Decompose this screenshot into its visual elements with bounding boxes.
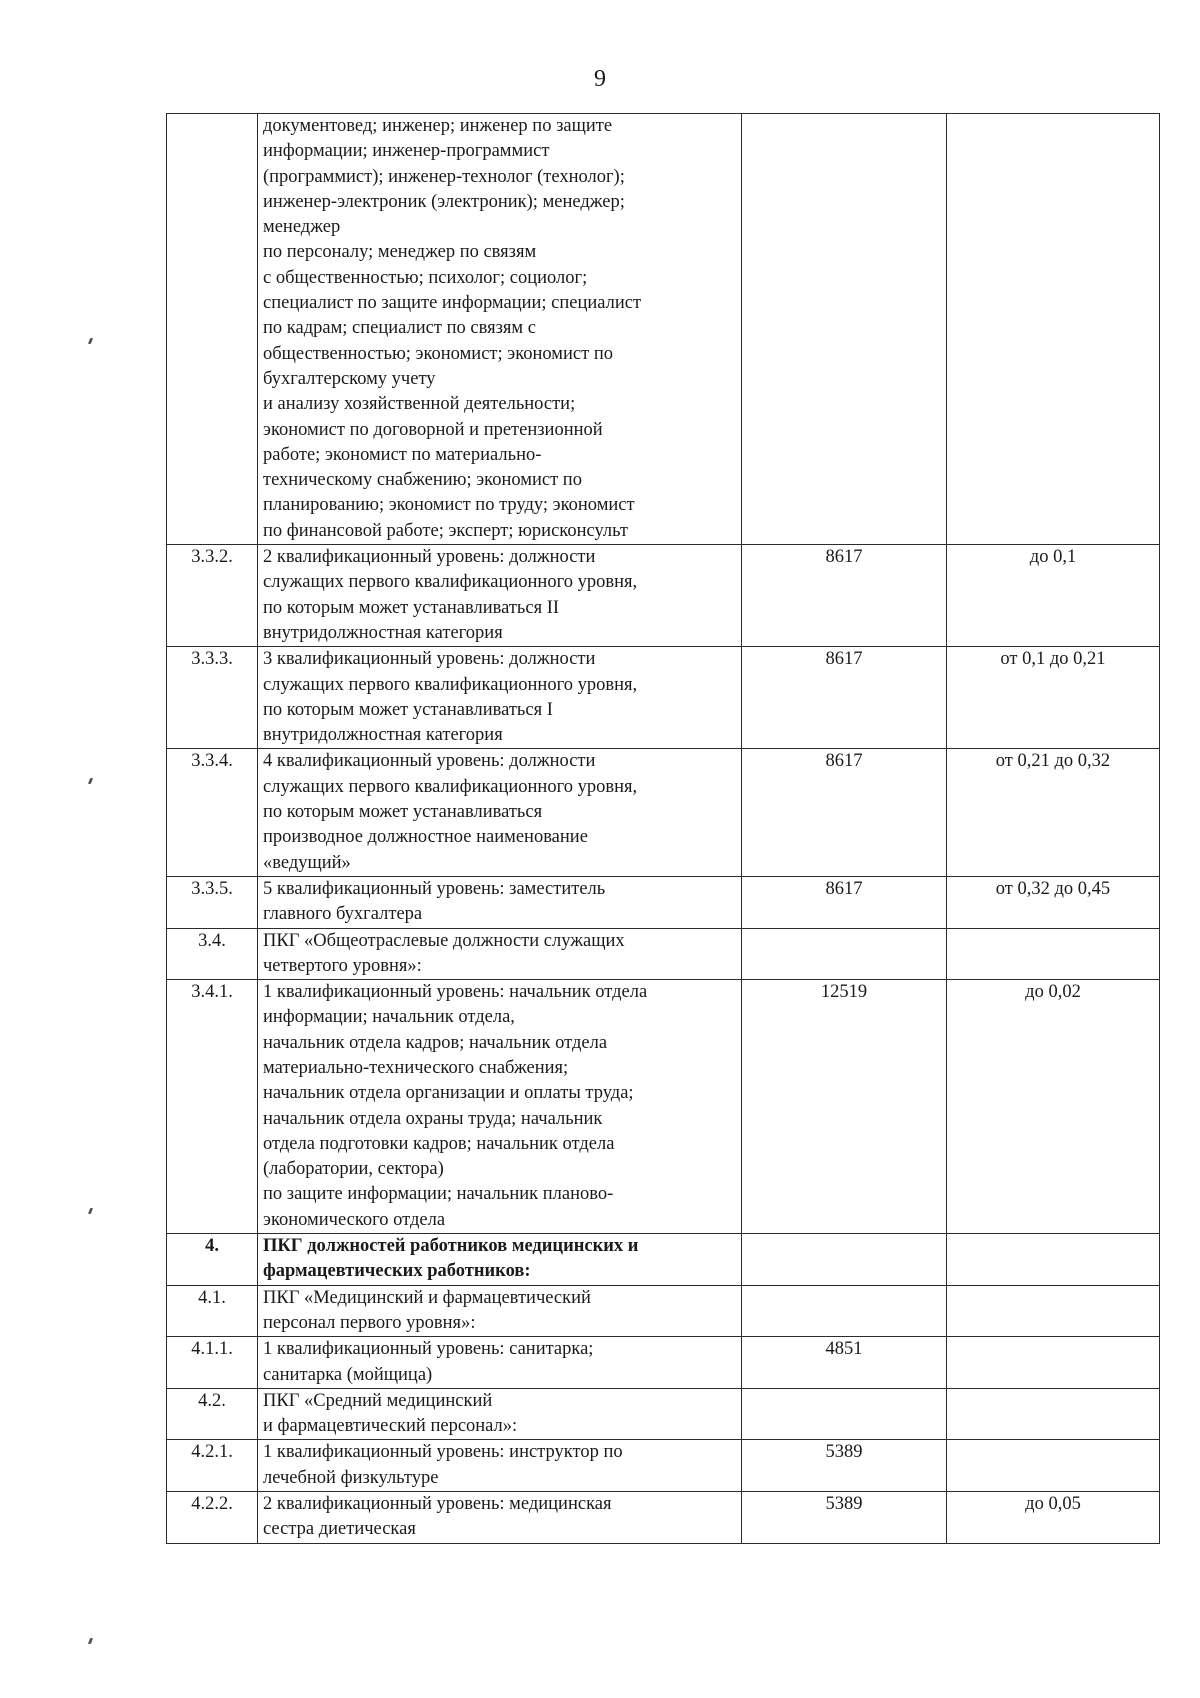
position-name-line: начальник отдела охраны труда; начальник (263, 1108, 603, 1129)
coefficient-cell: до 0,1 (947, 545, 1160, 647)
position-name-line: ПКГ «Общеотраслевые должности служащих (263, 930, 625, 951)
position-name-line: служащих первого квалификационного уровня, (263, 572, 638, 593)
position-name-line: внутридолжностная категория (263, 725, 503, 746)
position-name-cell (258, 647, 742, 749)
position-name-line: производное должностное наименование (263, 827, 588, 848)
row-number-cell: 4.1.1. (167, 1337, 258, 1389)
row-number-cell: 4. (167, 1234, 258, 1286)
margin-mark (88, 1638, 93, 1644)
row-number-cell: 3.3.5. (167, 876, 258, 928)
position-name-line: начальник отдела кадров; начальник отдела (263, 1032, 608, 1053)
row-number-cell: 3.4. (167, 928, 258, 980)
row-number-cell: 3.4.1. (167, 980, 258, 1234)
table-row (167, 647, 1160, 749)
position-name-line: 2 квалификационный уровень: должности (263, 547, 596, 568)
row-number-cell: 3.3.3. (167, 647, 258, 749)
position-name-line: ПКГ «Медицинский и фармацевтический (263, 1287, 591, 1308)
position-name-line: лечебной физкультуре (263, 1467, 439, 1488)
row-number-cell: 4.1. (167, 1285, 258, 1337)
salary-table (166, 113, 1160, 1544)
position-name-line: 1 квалификационный уровень: инструктор по (263, 1442, 623, 1463)
position-name-line: информации; начальник отдела, (263, 1007, 515, 1028)
position-name-line: по финансовой работе; эксперт; юрисконсульт (263, 520, 628, 541)
margin-mark (88, 338, 93, 344)
position-name-cell (258, 980, 742, 1234)
coefficient-cell: от 0,1 до 0,21 (947, 647, 1160, 749)
coefficient-cell (947, 1440, 1160, 1492)
position-name-line: (лаборатории, сектора) (263, 1159, 444, 1180)
position-name-line: 3 квалификационный уровень: должности (263, 649, 596, 670)
position-name-line: информации; инженер-программист (263, 141, 550, 162)
position-name-line: служащих первого квалификационного уровня, (263, 776, 638, 797)
base-salary-cell: 8617 (742, 876, 947, 928)
coefficient-cell (947, 1337, 1160, 1389)
page-number: 9 (594, 66, 606, 92)
base-salary-cell (742, 928, 947, 980)
position-name-line: фармацевтических работников: (263, 1261, 531, 1282)
position-name-line: отдела подготовки кадров; начальник отдела (263, 1133, 615, 1154)
position-name-line: работе; экономист по материально- (263, 444, 542, 465)
coefficient-cell: от 0,21 до 0,32 (947, 749, 1160, 876)
row-number-cell: 4.2.2. (167, 1492, 258, 1544)
position-name-line: персонал первого уровня»: (263, 1312, 476, 1333)
row-number-cell: 4.2. (167, 1388, 258, 1440)
position-name-line: главного бухгалтера (263, 904, 423, 925)
position-name-cell (258, 114, 742, 545)
position-name-cell (258, 1492, 742, 1544)
row-number-cell: 3.3.2. (167, 545, 258, 647)
base-salary-cell: 8617 (742, 545, 947, 647)
position-name-line: экономического отдела (263, 1209, 446, 1230)
base-salary-cell (742, 1234, 947, 1286)
table-row (167, 1388, 1160, 1440)
base-salary-cell: 5389 (742, 1440, 947, 1492)
position-name-cell (258, 545, 742, 647)
table-row (167, 1440, 1160, 1492)
position-name-line: 1 квалификационный уровень: начальник отдела (263, 982, 648, 1003)
table-row (167, 876, 1160, 928)
position-name-line: и анализу хозяйственной деятельности; (263, 394, 576, 415)
row-number-cell: 4.2.1. (167, 1440, 258, 1492)
table-body (167, 114, 1160, 1544)
position-name-line: техническому снабжению; экономист по (263, 470, 582, 491)
base-salary-cell: 5389 (742, 1492, 947, 1544)
position-name-line: планированию; экономист по труду; экономист (263, 495, 635, 516)
row-number-cell (167, 114, 258, 545)
position-name-cell (258, 1337, 742, 1389)
position-name-line: по которым может устанавливаться I (263, 699, 553, 720)
coefficient-cell (947, 1388, 1160, 1440)
coefficient-cell (947, 114, 1160, 545)
margin-mark (88, 1208, 93, 1214)
position-name-line: 4 квалификационный уровень: должности (263, 751, 596, 772)
position-name-line: внутридолжностная категория (263, 622, 503, 643)
base-salary-cell: 12519 (742, 980, 947, 1234)
position-name-line: служащих первого квалификационного уровня, (263, 674, 638, 695)
position-name-line: 2 квалификационный уровень: медицинская (263, 1494, 612, 1515)
position-name-line: по которым может устанавливаться (263, 802, 543, 823)
table-row (167, 1337, 1160, 1389)
base-salary-cell: 4851 (742, 1337, 947, 1389)
position-name-cell (258, 876, 742, 928)
position-name-line: четвертого уровня»: (263, 955, 422, 976)
table-row (167, 749, 1160, 876)
position-name-line: менеджер (263, 217, 341, 238)
position-name-line: санитарка (мойщица) (263, 1364, 433, 1385)
coefficient-cell: до 0,02 (947, 980, 1160, 1234)
position-name-line: (программист); инженер-технолог (технолог); (263, 166, 625, 187)
position-name-line: по персоналу; менеджер по связям (263, 242, 537, 263)
base-salary-cell (742, 1285, 947, 1337)
position-name-line: ПКГ должностей работников медицинских и (263, 1236, 639, 1257)
coefficient-cell (947, 1234, 1160, 1286)
position-name-cell (258, 1285, 742, 1337)
margin-mark (88, 778, 93, 784)
position-name-line: специалист по защите информации; специалист (263, 293, 642, 314)
position-name-line: 1 квалификационный уровень: санитарка; (263, 1339, 594, 1360)
position-name-cell (258, 1388, 742, 1440)
coefficient-cell (947, 1285, 1160, 1337)
position-name-line: и фармацевтический персонал»: (263, 1416, 518, 1437)
table-row (167, 114, 1160, 545)
base-salary-cell (742, 1388, 947, 1440)
position-name-line: экономист по договорной и претензионной (263, 419, 603, 440)
position-name-line: документовед; инженер; инженер по защите (263, 116, 613, 136)
table-row (167, 1285, 1160, 1337)
position-name-line: с общественностью; психолог; социолог; (263, 267, 588, 288)
position-name-line: инженер-электроник (электроник); менеджер; (263, 191, 625, 212)
table-row (167, 545, 1160, 647)
position-name-cell (258, 1234, 742, 1286)
position-name-line: по которым может устанавливаться II (263, 597, 560, 618)
position-name-line: бухгалтерскому учету (263, 368, 436, 389)
position-name-line: ПКГ «Средний медицинский (263, 1390, 493, 1411)
position-name-line: «ведущий» (263, 852, 351, 873)
base-salary-cell: 8617 (742, 749, 947, 876)
position-name-line: 5 квалификационный уровень: заместитель (263, 878, 606, 899)
base-salary-cell (742, 114, 947, 545)
position-name-line: по защите информации; начальник планово- (263, 1184, 614, 1205)
position-name-line: материально-технического снабжения; (263, 1057, 569, 1078)
position-name-cell (258, 749, 742, 876)
position-name-line: общественностью; экономист; экономист по (263, 343, 613, 364)
base-salary-cell: 8617 (742, 647, 947, 749)
table-row (167, 928, 1160, 980)
position-name-line: сестра диетическая (263, 1519, 416, 1540)
coefficient-cell: от 0,32 до 0,45 (947, 876, 1160, 928)
row-number-cell: 3.3.4. (167, 749, 258, 876)
coefficient-cell (947, 928, 1160, 980)
table-row (167, 1234, 1160, 1286)
table-row (167, 980, 1160, 1234)
position-name-line: начальник отдела организации и оплаты труда; (263, 1083, 634, 1104)
position-name-cell (258, 1440, 742, 1492)
position-name-line: по кадрам; специалист по связям с (263, 318, 536, 339)
table-row (167, 1492, 1160, 1544)
position-name-cell (258, 928, 742, 980)
coefficient-cell: до 0,05 (947, 1492, 1160, 1544)
